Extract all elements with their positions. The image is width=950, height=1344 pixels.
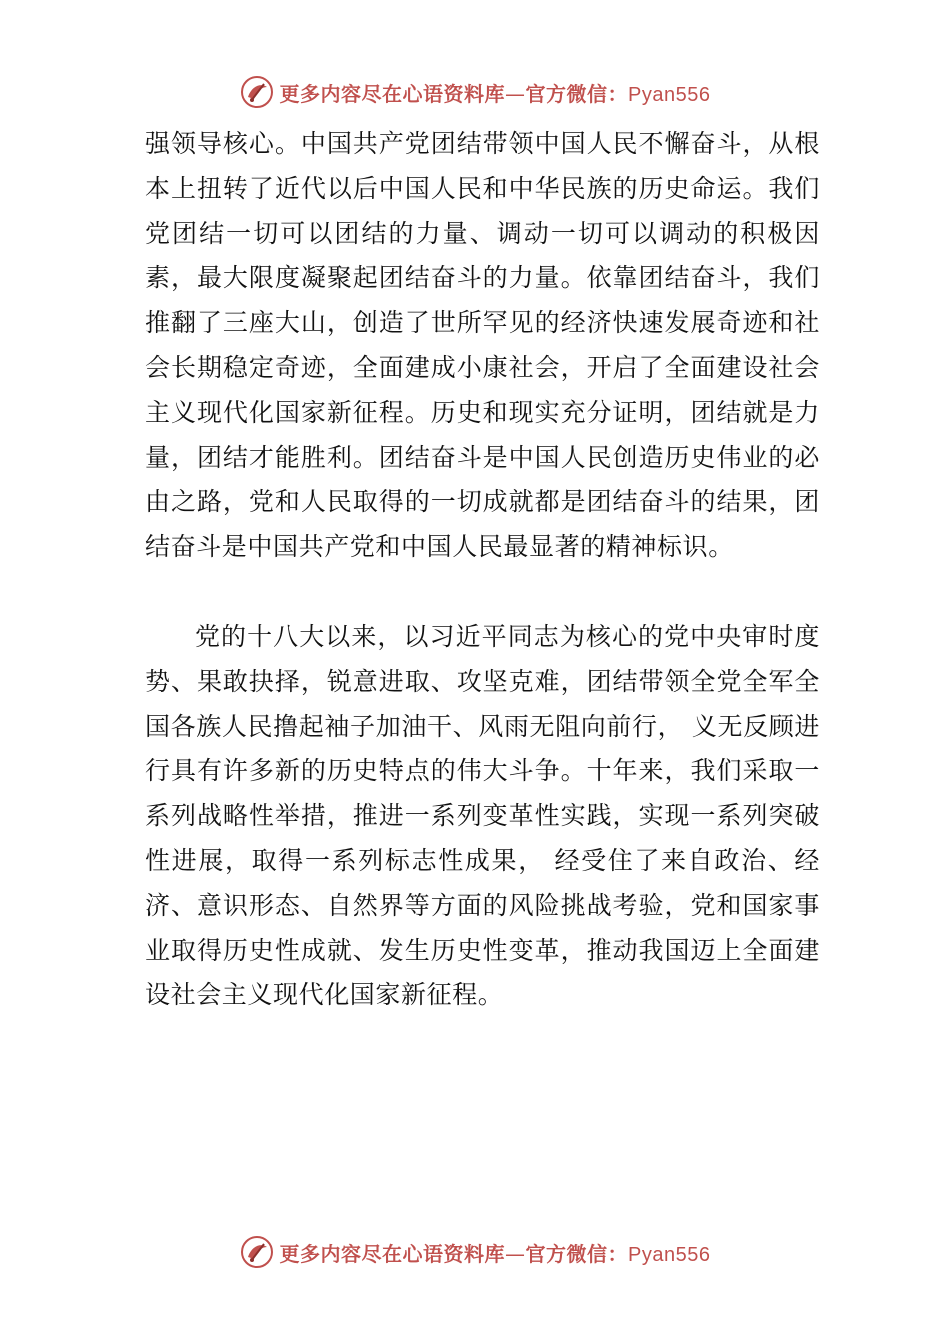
footer-banner-title: 更多内容尽在心语资料库 xyxy=(279,1241,506,1266)
document-body xyxy=(145,122,820,1018)
footer-banner-wechat-label: 官方微信： xyxy=(525,1241,629,1266)
footer-banner-wechat-id: Pyan556 xyxy=(628,1243,711,1266)
body-paragraph-2: 党的十八大以来，以习近平同志为核心的党中央审时度势、果敢抉择，锐意进取、攻坚克难，团结带领全党全军全国各族人民撸起袖子加油干、风雨无阻向前行， 义无反顾进行具有许多新的历史特点的伟大斗争。十年来，我们采取一系列战略性举措，推进一系列变革性实践，实现一系列突破性进展，取得一系列标志性成果， 经受住了来自政治、经济、意识形态、自然界等方面的风险挑战考验，党和国家事业取得历史性成就、发生历史性变革，推动我国迈上全面建设社会主义现代化国家新征程。 xyxy=(145,621,820,1010)
header-banner-wechat-id: Pyan556 xyxy=(628,83,711,106)
footer-banner xyxy=(0,1232,950,1272)
footer-banner-dash: — xyxy=(505,1241,526,1266)
body-paragraph-1: 强领导核心。中国共产党团结带领中国人民不懈奋斗，从根本上扭转了近代以后中国人民和中华民族的历史命运。我们党团结一切可以团结的力量、调动一切可以调动的积极因素，最大限度凝聚起团结奋斗的力量。依靠团结奋斗，我们推翻了三座大山，创造了世所罕见的经济快速发展奇迹和社会长期稳定奇迹，全面建成小康社会，开启了全面建设社会主义现代化国家新征程。历史和现实充分证明，团结就是力量，团结才能胜利。团结奋斗是中国人民创造历史伟业的必由之路，党和人民取得的一切成就都是团结奋斗的结果，团结奋斗是中国共产党和中国人民最显著的精神标识。 xyxy=(145,129,820,562)
seal-logo-icon xyxy=(240,75,274,109)
header-banner-text xyxy=(280,78,711,107)
seal-logo-icon xyxy=(240,1235,274,1269)
header-banner xyxy=(0,72,950,112)
header-banner-dash: — xyxy=(505,81,526,106)
header-banner-wechat-label: 官方微信： xyxy=(525,81,629,106)
footer-banner-text xyxy=(280,1238,711,1267)
header-banner-title: 更多内容尽在心语资料库 xyxy=(279,81,506,106)
